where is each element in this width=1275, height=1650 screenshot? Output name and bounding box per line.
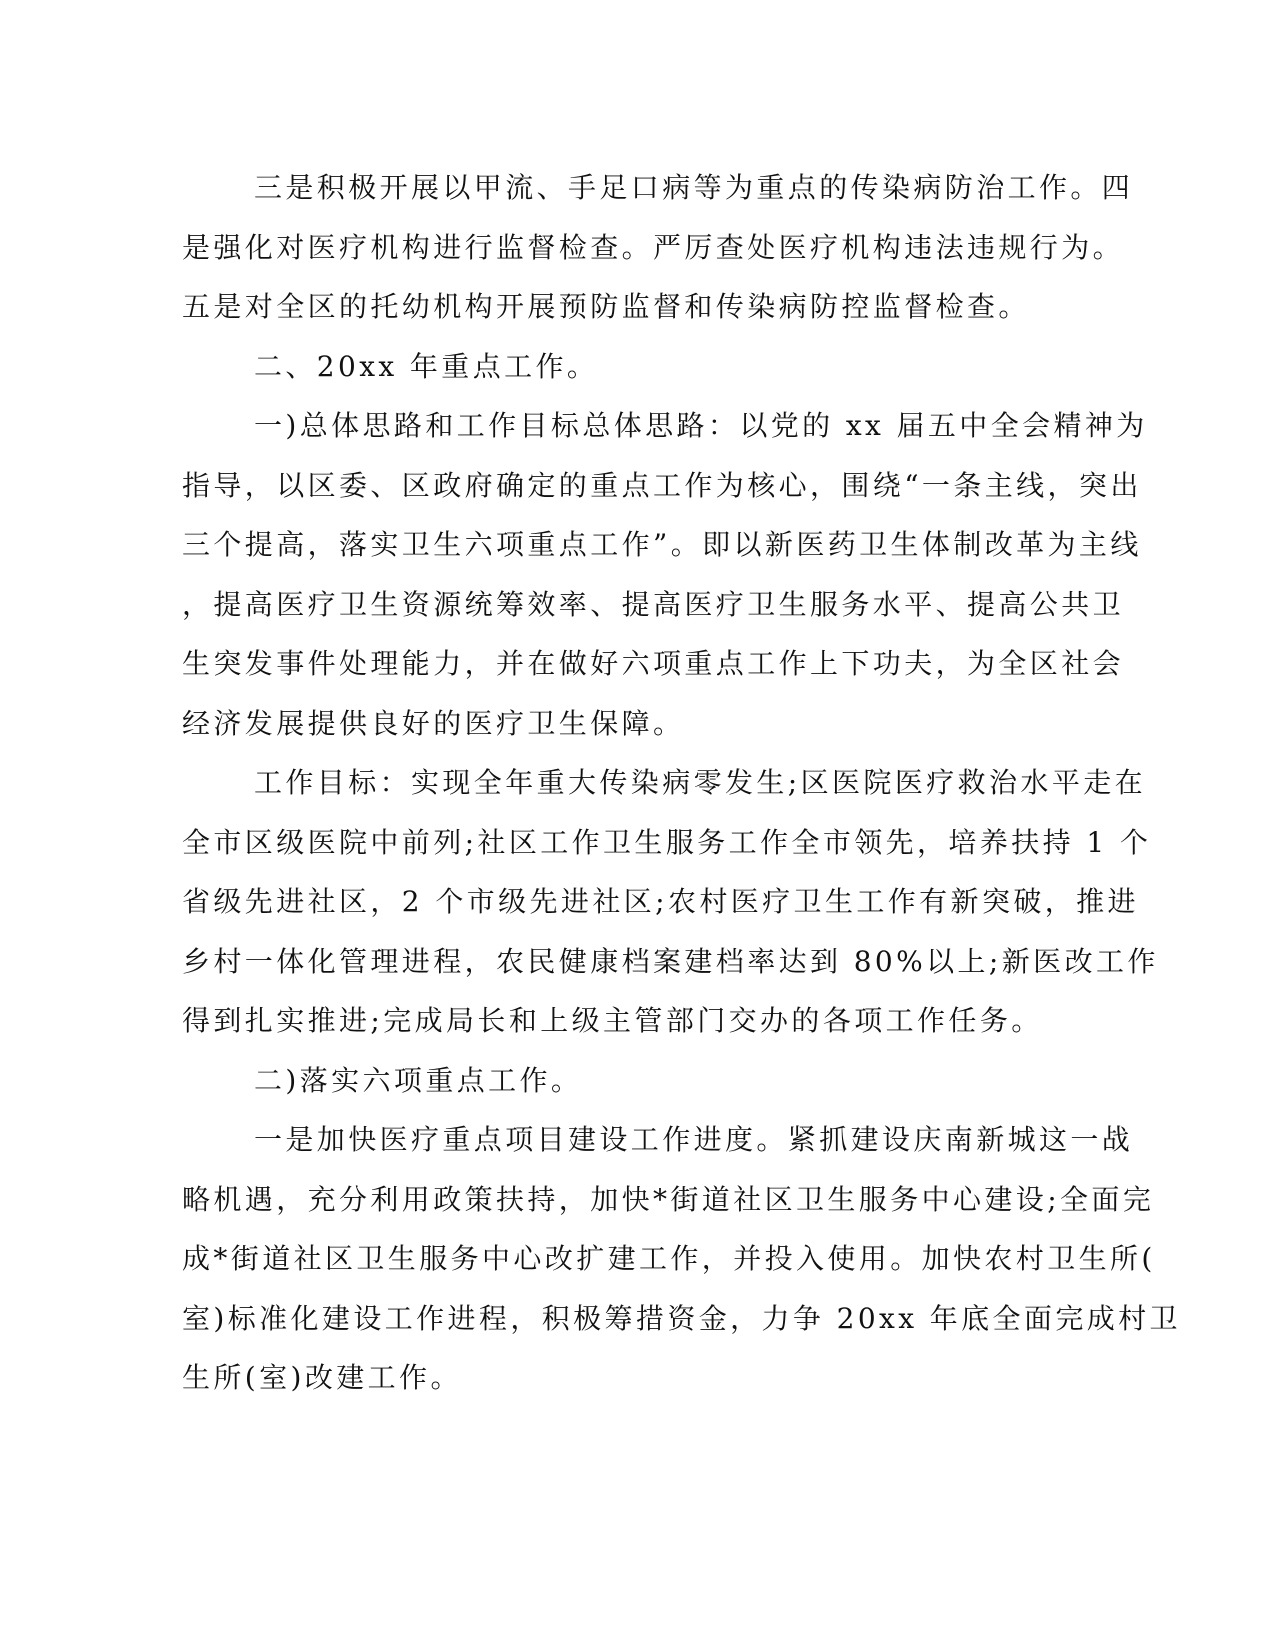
text-line: 室)标准化建设工作进程，积极筹措资金，力争 20xx 年底全面完成村卫 [182, 1301, 1181, 1335]
section-heading: 二)落实六项重点工作。 [254, 1063, 583, 1097]
text-line: 是强化对医疗机构进行监督检查。严厉查处医疗机构违法违规行为。 [182, 230, 1125, 264]
text-line: 全市区级医院中前列;社区工作卫生服务工作全市领先，培养扶持 1 个 [182, 825, 1152, 859]
text-line: 经济发展提供良好的医疗卫生保障。 [182, 706, 685, 740]
text-line: 指导，以区委、区政府确定的重点工作为核心，围绕“一条主线，突出 [182, 468, 1142, 502]
text-line: 工作目标：实现全年重大传染病零发生;区医院医疗救治水平走在 [254, 766, 1147, 799]
text-line: 得到扎实推进;完成局长和上级主管部门交办的各项工作任务。 [182, 1004, 1043, 1037]
text-line: 三个提高，落实卫生六项重点工作”。即以新医药卫生体制改革为主线 [182, 528, 1142, 561]
text-line: 生突发事件处理能力，并在做好六项重点工作上下功夫，为全区社会 [182, 647, 1125, 680]
document-body [182, 158, 1181, 1408]
text-line: 乡村一体化管理进程，农民健康档案建档率达到 80%以上;新医改工作 [182, 944, 1159, 978]
text-line: 略机遇，充分利用政策扶持，加快*街道社区卫生服务中心建设;全面完 [182, 1182, 1155, 1216]
text-line: 一是加快医疗重点项目建设工作进度。紧抓建设庆南新城这一战 [254, 1123, 1134, 1156]
text-line: ，提高医疗卫生资源统筹效率、提高医疗卫生服务水平、提高公共卫 [182, 587, 1125, 621]
text-line: 五是对全区的托幼机构开展预防监督和传染病防控监督检查。 [182, 290, 1030, 323]
section-heading: 二、20xx 年重点工作。 [254, 349, 599, 383]
text-line: 省级先进社区，2 个市级先进社区;农村医疗卫生工作有新突破，推进 [182, 885, 1139, 918]
text-line: 成*街道社区卫生服务中心改扩建工作，并投入使用。加快农村卫生所( [182, 1242, 1156, 1275]
text-line: 生所(室)改建工作。 [182, 1361, 462, 1394]
text-line: 一)总体思路和工作目标总体思路：以党的 xx 届五中全会精神为 [254, 409, 1148, 442]
text-line: 三是积极开展以甲流、手足口病等为重点的传染病防治工作。四 [254, 171, 1134, 204]
